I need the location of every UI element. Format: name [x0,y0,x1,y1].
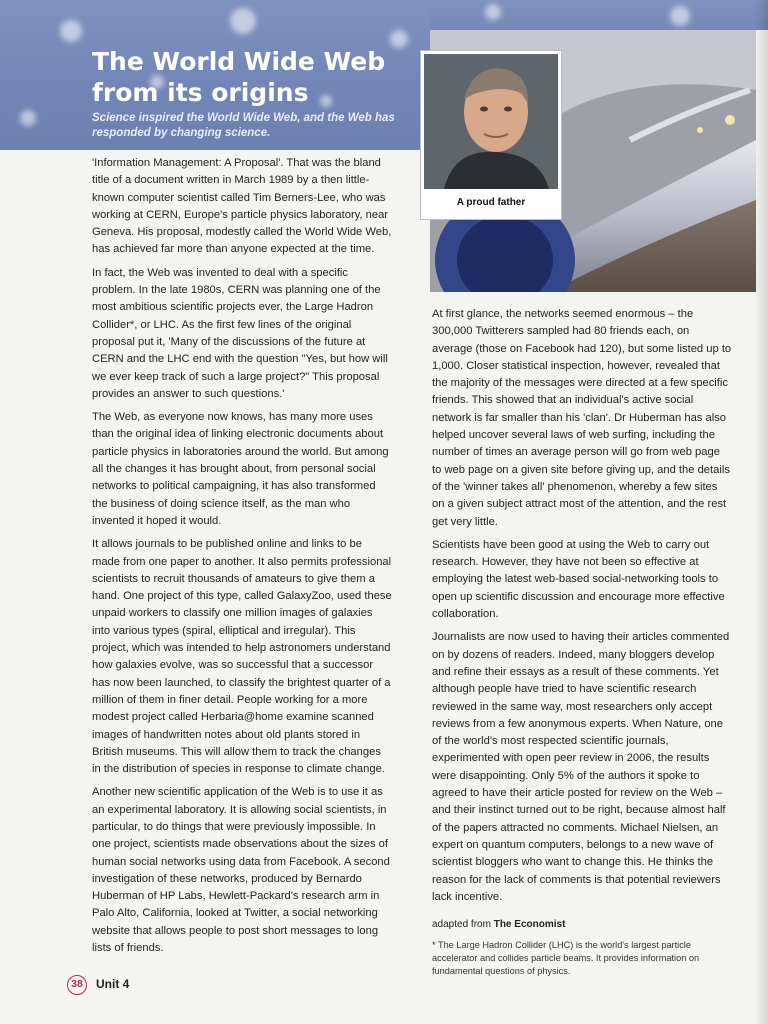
paragraph: In fact, the Web was invented to deal with a specific problem. In the late 1980s, CERN was planning one of the most ambitious scientific projects ever, the Large Hadron Collider*, or LHC. As the first few lines of the original proposal put it, 'Many of the discussions of the future at CERN and the LHC end with the question "Yes, but how will we ever keep track of such a large project?" This proposal provides an answer to such questions.' [92,266,388,400]
portrait-image [424,54,558,189]
source-name: The Economist [493,919,566,931]
article-title: The World Wide Web from its origins [92,47,386,107]
paragraph: Journalists are now used to having their articles commented on by dozens of readers. Indeed, many bloggers develop and refine their essays as a result of these comments. Yet although people have tried to have scientific research reviewed in the same way, most researchers only accept reviews from a few anonymous experts. When Nature, one of the world's most respected scientific journals, experimented with open peer review in 2006, the results were disappointing. Only 5% of the authors it spoke to agreed to have their article posted for review on the Web – and their instinct turned out to be right, because almost half of the papers attracted no comments. Michael Nielsen, an expert on quantum computers, belongs to a new wave of scientist bloggers who want to change this. He thinks the reason for the lack of comments is that potential reviewers lack incentive. [432,631,730,903]
paragraph: At first glance, the networks seemed enormous – the 300,000 Twitterers sampled had 80 friends each, on average (those on Facebook had 120), but some listed up to 1,000. Closer statistical inspection, however, revealed that the majority of the messages were directed at a few specific friends. This showed that an individual's active social network is far smaller than his 'clan'. Dr Huberman has also helped uncover several laws of web surfing, including the number of times an average person will go from web page to web page on a given site before giving up, and the details of the 'winner takes all' phenomenon, whereby a few sites on a given subject attract most of the attention, and the rest get very little. [432,308,732,528]
portrait-photo [420,50,562,220]
unit-label: Unit 4 [96,977,130,991]
page-number: 38 [67,975,87,995]
page-edge-shadow [754,0,768,1024]
paragraph: The Web, as everyone now knows, has many more uses than the original idea of linking electronic documents about particle physics in laboratories around the world. But among all the changes it has brought about, from personal social networks to political campaigning, it has also transformed the business of doing science itself, as the man who invented it hoped it would. [92,411,389,527]
paragraph: Scientists have been good at using the Web to carry out research. However, they have not been so effective at employing the latest web-based social-networking tools to open up scientific discussion and encourage more effective collaboration. [432,538,725,621]
article-subtitle: Science inspired the World Wide Web, and the Web has responded by changing science. [92,112,395,139]
figure-caption: A proud father [456,197,526,208]
paragraph: It allows journals to be published online and links to be made from one paper to another. It also permits professional scientists to recruit thousands of amateurs to give them a hand. One project of this type, called GalaxyZoo, used these unpaid workers to classify one million images of galaxies into various types (spiral, elliptical and irregular). This project, which was intended to help astronomers understand how galaxies evolve, was so successful that a successor has now been launched, to classify the brightest quarter of a million of them in finer detail. People working for a more modest project called Herbaria@home examine scanned images of handwritten notes about old plants stored in British museums. This will allow them to track the changes in the distribution of species in response to climate change. [92,538,392,776]
article-column-right [432,306,732,984]
paragraph: 'Information Management: A Proposal'. That was the bland title of a document written in March 1989 by a then little-known computer scientist called Tim Berners-Lee, who was working at CERN, Europe's particle physics laboratory, near Geneva. His proposal, modestly called the World Wide Web, has achieved far more than anyone expected at the time. [92,157,392,256]
footnote: * The Large Hadron Collider (LHC) is the world's largest particle accelerator and collides particle beams. It provides information on fundamental questions of physics. [432,940,700,977]
article-column-left [92,155,392,963]
source-credit [432,916,732,933]
source-prefix: adapted from [432,919,494,931]
paragraph: Another new scientific application of the Web is to use it as an experimental laboratory. It is allowing social scientists, in particular, to do things that were previously impossible. In one project, scientists made observations about the sizes of human social networks using data from Facebook. A second investigation of these networks, produced by Bernardo Huberman of HP Labs, Hewlett-Packard's research arm in Palo Alto, California, looked at Twitter, a social networking website that allows people to post short messages to long lists of friends. [92,786,390,955]
header-band-right [430,0,768,30]
portrait-illustration [424,54,558,189]
